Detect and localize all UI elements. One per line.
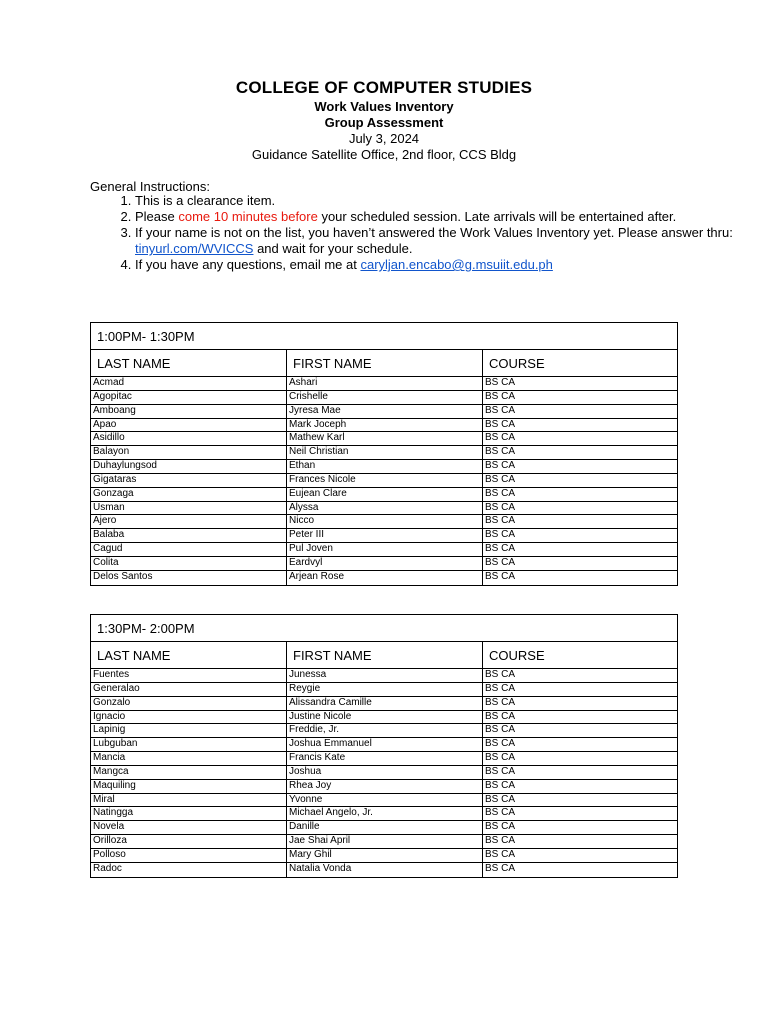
table-header-row [91,642,677,669]
cell-course: BS CA [485,807,516,819]
table-body [91,669,677,877]
table-row [91,711,677,725]
cell-last-name: Cagud [91,543,287,556]
cell-last-name: Delos Santos [91,571,287,585]
column-header-course: COURSE [489,356,545,371]
cell-last-name: Asidillo [91,432,287,445]
table-row [91,543,677,557]
cell-last-name: Apao [91,419,287,432]
cell-first-name: Danille [287,821,483,834]
cell-last-name: Maquiling [91,780,287,793]
table-row [91,405,677,419]
cell-last-name: Gigataras [91,474,287,487]
cell-first-name: Natalia Vonda [287,863,483,877]
cell-first-name: Junessa [287,669,483,682]
cell-first-name: Alyssa [287,502,483,515]
table-row [91,446,677,460]
table-row [91,460,677,474]
table-row [91,488,677,502]
cell-course: BS CA [485,529,516,541]
cell-last-name: Duhaylungsod [91,460,287,473]
cell-course: BS CA [485,738,516,750]
session-time-slot: 1:30PM- 2:00PM [91,615,677,642]
instructions-list [90,193,735,273]
cell-course: BS CA [485,377,516,388]
college-title: COLLEGE OF COMPUTER STUDIES [235,78,533,97]
table-row [91,738,677,752]
cell-course: BS CA [485,710,516,722]
table-row [91,391,677,405]
document-title: Work Values Inventory [314,99,454,114]
cell-last-name: Gonzalo [91,697,287,710]
cell-last-name: Balaba [91,529,287,542]
cell-course: BS CA [485,793,516,805]
cell-first-name: Francis Kate [287,752,483,765]
column-header-first-name: FIRST NAME [287,350,483,376]
cell-course: BS CA [485,473,516,485]
cell-course: BS CA [485,404,516,416]
cell-course: BS CA [485,765,516,777]
cell-course: BS CA [485,418,516,430]
instruction-text: If you have any questions, email me at [135,257,361,272]
cell-last-name: Mangca [91,766,287,779]
instruction-text: and wait for your schedule. [253,241,413,256]
table-row [91,419,677,433]
survey-link[interactable]: tinyurl.com/WVICCS [135,241,254,256]
instruction-item [135,209,735,225]
cell-first-name: Yvonne [287,794,483,807]
table-row [91,432,677,446]
instruction-text: If your name is not on the list, you haven’t answered the Work Values Inventory yet. Please answer thru: [135,225,733,240]
cell-first-name: Michael Angelo, Jr. [287,807,483,820]
instruction-item [135,225,735,257]
cell-first-name: Ethan [287,460,483,473]
table-row [91,515,677,529]
instruction-item [135,257,735,273]
cell-last-name: Gonzaga [91,488,287,501]
session-table [90,614,678,878]
table-header-row [91,350,677,377]
cell-first-name: Rhea Joy [287,780,483,793]
cell-first-name: Jyresa Mae [287,405,483,418]
table-row [91,724,677,738]
instruction-text: your scheduled session. Late arrivals will be entertained after. [317,209,677,224]
cell-last-name: Lapinig [91,724,287,737]
cell-course: BS CA [485,432,516,444]
cell-course: BS CA [485,446,516,458]
cell-first-name: Arjean Rose [287,571,483,585]
instructions-heading: General Instructions: [90,179,210,194]
cell-last-name: Miral [91,794,287,807]
table-row [91,377,677,391]
cell-course: BS CA [485,779,516,791]
cell-last-name: Polloso [91,849,287,862]
cell-last-name: Ajero [91,515,287,528]
cell-last-name: Generalao [91,683,287,696]
cell-course: BS CA [485,752,516,764]
table-row [91,849,677,863]
cell-first-name: Mark Joceph [287,419,483,432]
column-header-first-name: FIRST NAME [287,642,483,668]
session-time-slot: 1:00PM- 1:30PM [91,323,677,350]
cell-first-name: Mathew Karl [287,432,483,445]
cell-last-name: Natingga [91,807,287,820]
table-row [91,780,677,794]
cell-course: BS CA [485,669,516,680]
cell-course: BS CA [485,724,516,736]
column-header-last-name: LAST NAME [91,642,287,668]
event-venue: Guidance Satellite Office, 2nd floor, CCS Bldg [251,147,517,162]
table-row [91,683,677,697]
cell-course: BS CA [485,696,516,708]
table-row [91,502,677,516]
cell-last-name: Orilloza [91,835,287,848]
email-link[interactable]: caryljan.encabo@g.msuiit.edu.ph [360,257,553,272]
table-row [91,794,677,808]
cell-last-name: Usman [91,502,287,515]
cell-first-name: Crishelle [287,391,483,404]
cell-first-name: Mary Ghil [287,849,483,862]
cell-last-name: Amboang [91,405,287,418]
event-date: July 3, 2024 [348,131,420,146]
cell-first-name: Reygie [287,683,483,696]
cell-course: BS CA [485,543,516,555]
cell-last-name: Acmad [91,377,287,390]
cell-first-name: Justine Nicole [287,711,483,724]
cell-first-name: Joshua [287,766,483,779]
cell-course: BS CA [485,460,516,472]
cell-last-name: Fuentes [91,669,287,682]
cell-first-name: Alissandra Camille [287,697,483,710]
cell-course: BS CA [485,570,516,582]
cell-first-name: Nicco [287,515,483,528]
table-body [91,377,677,585]
table-row [91,557,677,571]
document-subtitle: Group Assessment [324,115,444,130]
cell-first-name: Frances Nicole [287,474,483,487]
cell-course: BS CA [485,682,516,694]
cell-course: BS CA [485,556,516,568]
cell-first-name: Freddie, Jr. [287,724,483,737]
cell-first-name: Jae Shai April [287,835,483,848]
table-row [91,766,677,780]
table-row [91,571,677,585]
instruction-item [135,193,735,209]
instruction-text: This is a clearance item. [135,193,276,208]
cell-first-name: Eujean Clare [287,488,483,501]
cell-first-name: Joshua Emmanuel [287,738,483,751]
table-row [91,474,677,488]
cell-last-name: Lubguban [91,738,287,751]
column-header-last-name: LAST NAME [91,350,287,376]
table-row [91,807,677,821]
table-row [91,529,677,543]
cell-last-name: Mancia [91,752,287,765]
table-row [91,835,677,849]
instruction-highlight: come 10 minutes before [178,209,318,224]
cell-course: BS CA [485,821,516,833]
session-table [90,322,678,586]
cell-last-name: Novela [91,821,287,834]
cell-last-name: Radoc [91,863,287,877]
cell-first-name: Neil Christian [287,446,483,459]
table-row [91,752,677,766]
cell-last-name: Colita [91,557,287,570]
cell-last-name: Balayon [91,446,287,459]
table-row [91,863,677,877]
cell-last-name: Ignacio [91,711,287,724]
table-row [91,669,677,683]
cell-first-name: Ashari [287,377,483,390]
cell-course: BS CA [485,848,516,860]
cell-course: BS CA [485,515,516,527]
cell-last-name: Agopitac [91,391,287,404]
instruction-text: Please [135,209,179,224]
column-header-course: COURSE [489,648,545,663]
cell-first-name: Eardvyl [287,557,483,570]
cell-course: BS CA [485,487,516,499]
cell-course: BS CA [485,862,516,874]
table-row [91,697,677,711]
cell-first-name: Pul Joven [287,543,483,556]
cell-course: BS CA [485,835,516,847]
table-row [91,821,677,835]
cell-course: BS CA [485,390,516,402]
cell-course: BS CA [485,501,516,513]
cell-first-name: Peter III [287,529,483,542]
